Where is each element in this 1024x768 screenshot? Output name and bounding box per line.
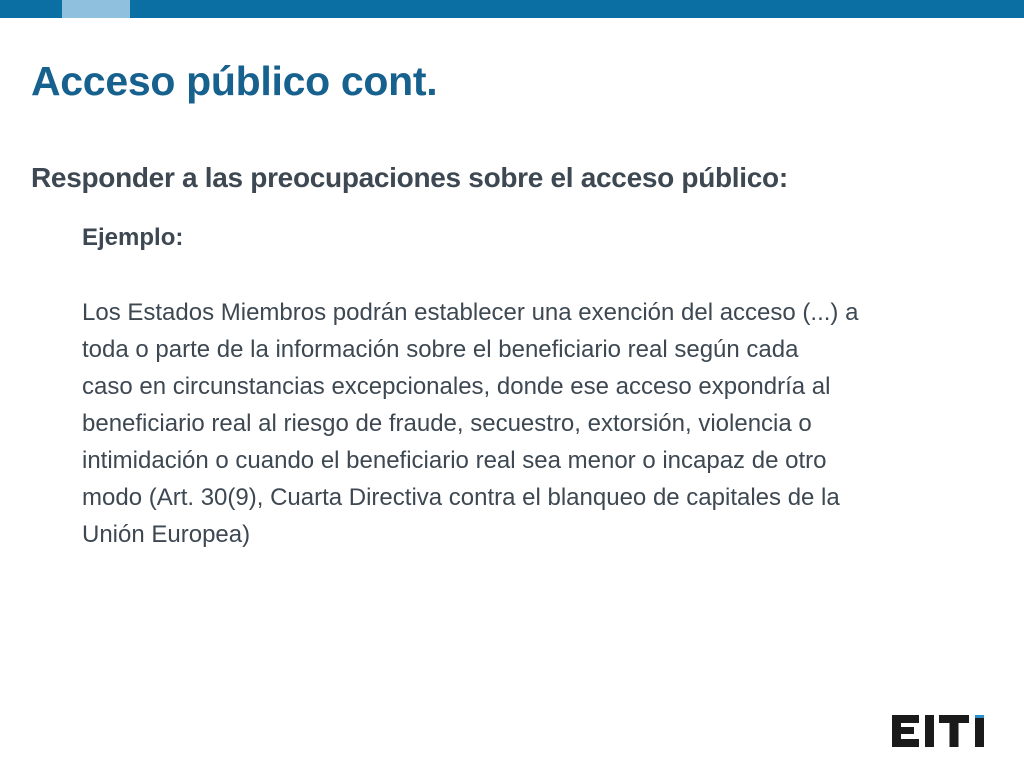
slide-title-period: . [426, 58, 438, 104]
quote-body [82, 294, 997, 553]
logo-e-mid [892, 727, 914, 734]
logo-e-bottom [892, 739, 919, 747]
slide-title [31, 58, 437, 105]
logo-e-top [892, 715, 919, 723]
logo-t-stem [950, 715, 959, 747]
quote-line: Los Estados Miembros podrán establecer una exención del acceso (...) a [82, 299, 859, 326]
example-label: Ejemplo: [82, 224, 184, 251]
quote-line: caso en circunstancias excepcionales, donde ese acceso expondría al [82, 373, 831, 400]
logo-i1 [925, 715, 934, 747]
logo-i2 [975, 715, 984, 747]
quote-line: toda o parte de la información sobre el beneficiario real según cada [82, 336, 799, 363]
slide-subtitle: Responder a las preocupaciones sobre el acceso público: [31, 162, 788, 193]
slide-title-text: Acceso público cont [31, 58, 427, 104]
quote-line: beneficiario real al riesgo de fraude, secuestro, extorsión, violencia o [82, 410, 812, 437]
top-brand-bar [0, 0, 1024, 18]
quote-line: Unión Europea) [82, 521, 251, 548]
quote-line: modo (Art. 30(9), Cuarta Directiva contra el blanqueo de capitales de la [82, 484, 840, 511]
top-brand-bar-accent [62, 0, 130, 18]
quote-line: intimidación o cuando el beneficiario real sea menor o incapaz de otro [82, 447, 827, 474]
eiti-logo [892, 712, 988, 750]
logo-accent [975, 715, 984, 718]
